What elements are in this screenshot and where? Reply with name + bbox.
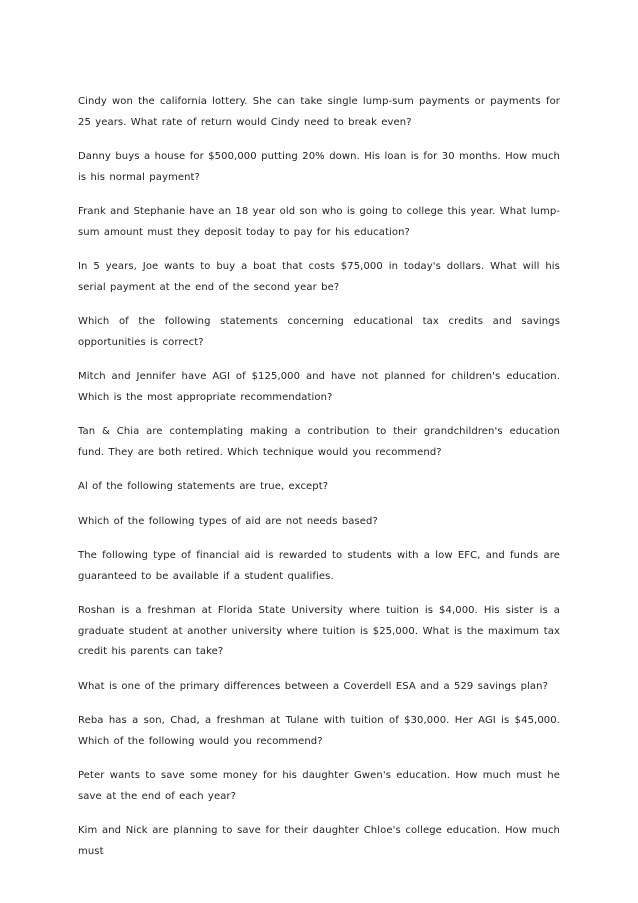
question-roshan: Roshan is a freshman at Florida State University where tuition is $4,000. His sister is a graduate student at another university where tuition is $25,000. What is the maximum tax credit his parents can take? bbox=[78, 605, 560, 657]
question-coverdell-529: What is one of the primary differences between a Coverdell ESA and a 529 savings plan? bbox=[78, 680, 548, 692]
question-aid-types: Which of the following types of aid are not needs based? bbox=[78, 515, 378, 527]
question-tan-chia: Tan & Chia are contemplating making a contribution to their grandchildren's education fund. They are both retired. Which technique would you recommend? bbox=[78, 426, 560, 458]
question-kim-nick: Kim and Nick are planning to save for their daughter Chloe's college education. How much must bbox=[78, 825, 560, 857]
document-page bbox=[78, 92, 560, 862]
question-cindy: Cindy won the california lottery. She can take single lump-sum payments or payments for 25 years. What rate of return would Cindy need to break even? bbox=[78, 96, 560, 128]
question-joe: In 5 years, Joe wants to buy a boat that costs $75,000 in today's dollars. What will his serial payment at the end of the second year be? bbox=[78, 261, 560, 293]
question-low-efc-aid: The following type of financial aid is rewarded to students with a low EFC, and funds are guaranteed to be available if a student qualifies. bbox=[78, 550, 560, 582]
question-peter: Peter wants to save some money for his daughter Gwen's education. How much must he save at the end of each year? bbox=[78, 770, 560, 802]
question-tax-credits: Which of the following statements concerning educational tax credits and savings opportunities is correct? bbox=[78, 316, 560, 348]
question-frank-stephanie: Frank and Stephanie have an 18 year old son who is going to college this year. What lump-sum amount must they deposit today to pay for his education? bbox=[78, 206, 560, 238]
question-danny: Danny buys a house for $500,000 putting 20% down. His loan is for 30 months. How much is his normal payment? bbox=[78, 151, 560, 183]
question-true-except: Al of the following statements are true, except? bbox=[78, 481, 329, 492]
question-reba: Reba has a son, Chad, a freshman at Tulane with tuition of $30,000. Her AGI is $45,000. Which of the following would you recommend? bbox=[78, 715, 560, 747]
question-mitch-jennifer: Mitch and Jennifer have AGI of $125,000 and have not planned for children's education. Which is the most appropriate recommendation? bbox=[78, 371, 560, 403]
